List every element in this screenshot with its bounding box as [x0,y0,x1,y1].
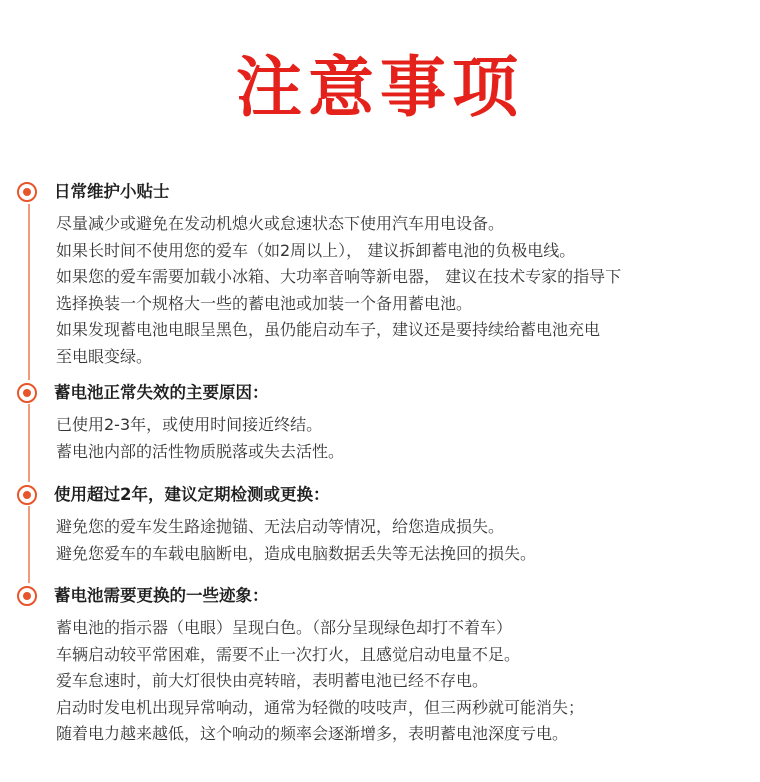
body-line: 爱车怠速时，前大灯很快由亮转暗，表明蓄电池已经不存电。 [56,671,489,691]
section-body [56,211,621,371]
body-line: 避免您爱车的车载电脑断电，造成电脑数据丢失等无法挽回的损失。 [56,543,537,563]
timeline-bullet-icon [17,383,37,403]
body-line: 如果发现蓄电池电眼呈黑色，虽仍能启动车子，建议还是要持续给蓄电池充电 [56,320,601,340]
body-line: 如果长时间不使用您的爱车（如2周以上）， 建议拆卸蓄电池的负极电线。 [56,240,576,260]
body-line: 如果您的爱车需要加载小冰箱、大功率音响等新电器， 建议在技术专家的指导下 [56,267,622,287]
body-line: 车辆启动较平常困难，需要不止一次打火，且感觉启动电量不足。 [56,644,521,664]
body-line: 选择换装一个规格大一些的蓄电池或加装一个备用蓄电池。 [56,293,473,313]
body-line: 已使用2-3年，或使用时间接近终结。 [56,415,323,434]
timeline-line-1 [28,204,30,380]
timeline-bullet-icon [17,182,37,202]
body-line: 至电眼变绿。 [56,346,153,366]
timeline-bullet-icon [17,485,37,505]
page-title: 注意事项 [236,49,524,126]
timeline-bullet-icon [17,586,37,606]
timeline-line-3 [28,506,30,583]
section-body [56,514,536,567]
body-line: 启动时发电机出现异常响动，通常为轻微的吱吱声，但三两秒就可能消失； [56,697,585,717]
body-line: 蓄电池的指示器（电眼）呈现白色。（部分呈现绿色却打不着车） [56,618,513,637]
section-heading: 蓄电池正常失效的主要原因： [54,383,269,402]
section-heading: 日常维护小贴士 [54,182,170,201]
section-body [56,412,344,465]
body-line: 尽量减少或避免在发动机熄火或怠速状态下使用汽车用电设备。 [56,214,505,233]
body-line: 避免您的爱车发生路途抛锚、无法启动等情况，给您造成损失。 [56,517,505,536]
timeline-line-2 [28,404,30,482]
section-heading: 使用超过2年，建议定期检测或更换： [54,485,330,504]
body-line: 蓄电池内部的活性物质脱落或失去活性。 [56,441,345,461]
section-heading: 蓄电池需要更换的一些迹象： [54,586,269,605]
section-body [56,615,584,748]
body-line: 随着电力越来越低，这个响动的频率会逐渐增多，表明蓄电池深度亏电。 [56,724,569,744]
